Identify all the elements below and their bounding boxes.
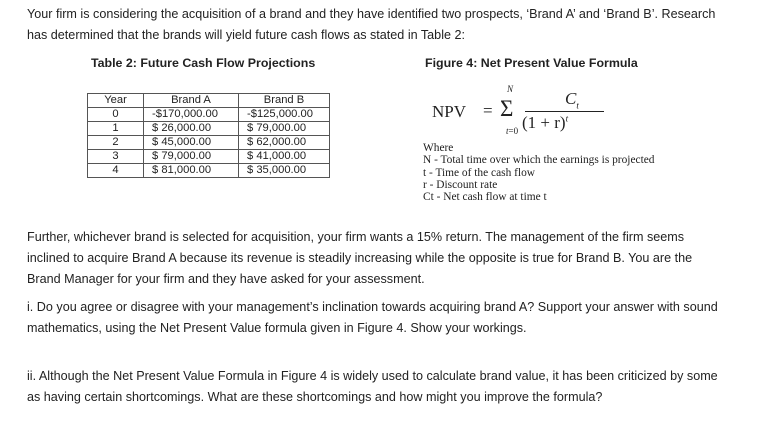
table-row — [88, 108, 330, 122]
formula-npv-label: NPV — [432, 102, 467, 121]
cell-brand-b: $ 41,000.00 — [239, 150, 330, 164]
summation-symbol: Σ — [500, 96, 514, 121]
header-brand-b: Brand B — [239, 94, 330, 108]
table-row — [88, 150, 330, 164]
cell-brand-b: $ 79,000.00 — [239, 122, 330, 136]
legend-item: t - Time of the cash flow — [423, 166, 535, 179]
formula-legend — [423, 142, 654, 203]
formula-denominator-exp: t — [565, 113, 569, 124]
cell-brand-b: $ 62,000.00 — [239, 136, 330, 150]
formula-numerator-symbol: C — [565, 89, 577, 108]
formula-denominator-base: (1 + r) — [522, 113, 566, 132]
cell-brand-a: $ 81,000.00 — [144, 164, 239, 178]
table-caption: Table 2: Future Cash Flow Projections — [91, 56, 316, 70]
legend-item: N - Total time over which the earnings is projected — [423, 154, 655, 167]
formula-sum-lower-var: t — [506, 126, 509, 136]
legend-title: Where — [423, 142, 454, 154]
question-two: ii. Although the Net Present Value Formula in Figure 4 is widely used to calculate brand value, it has been criticized by some as having certain shortcomings. What are these shortcomings and how might you improve the formula? — [27, 369, 718, 404]
table-header-row — [88, 94, 330, 108]
cash-flow-table — [87, 93, 330, 178]
legend-item: Ct - Net cash flow at time t — [423, 191, 547, 204]
table-row — [88, 122, 330, 136]
question-one: i. Do you agree or disagree with your management’s inclination towards acquiring brand A? Support your answer with sound mathematics, using the Net Present Value formula given in Figure 4. Show your workings. — [27, 300, 718, 335]
header-brand-a: Brand A — [144, 94, 239, 108]
cell-year: 2 — [88, 136, 144, 150]
formula-numerator — [565, 89, 579, 110]
npv-formula — [432, 86, 632, 142]
formula-sum-upper: N — [507, 84, 514, 94]
intro-paragraph: Your firm is considering the acquisition of a brand and they have identified two prospects, ‘Brand A’ and ‘Brand B’. Research has determined that the brands will yield future cash flows as stated in Table 2: — [27, 7, 716, 42]
formula-sum-lower — [506, 126, 518, 136]
cell-brand-a: $ 26,000.00 — [144, 122, 239, 136]
legend-item: r - Discount rate — [423, 178, 498, 191]
cell-brand-a: $ 79,000.00 — [144, 150, 239, 164]
cell-year: 1 — [88, 122, 144, 136]
cell-year: 4 — [88, 164, 144, 178]
table-row — [88, 164, 330, 178]
formula-sum-lower-val: =0 — [508, 126, 519, 136]
cell-year: 3 — [88, 150, 144, 164]
figure-caption: Figure 4: Net Present Value Formula — [425, 56, 638, 70]
header-year: Year — [88, 94, 144, 108]
formula-numerator-sub: t — [576, 100, 579, 111]
cell-brand-b: -$125,000.00 — [239, 108, 330, 122]
cell-brand-a: -$170,000.00 — [144, 108, 239, 122]
context-paragraph: Further, whichever brand is selected for acquisition, your firm wants a 15% return. The management of the firm seems inclined to acquire Brand A because its revenue is steadily increasing while the opposite is true for Brand B. You are the Brand Manager for your firm and they have asked for your assessment. — [27, 230, 693, 286]
formula-denominator — [522, 113, 568, 133]
fraction-bar — [525, 111, 604, 112]
cell-brand-a: $ 45,000.00 — [144, 136, 239, 150]
formula-equals: = — [483, 101, 493, 120]
cell-brand-b: $ 35,000.00 — [239, 164, 330, 178]
table-row — [88, 136, 330, 150]
cell-year: 0 — [88, 108, 144, 122]
